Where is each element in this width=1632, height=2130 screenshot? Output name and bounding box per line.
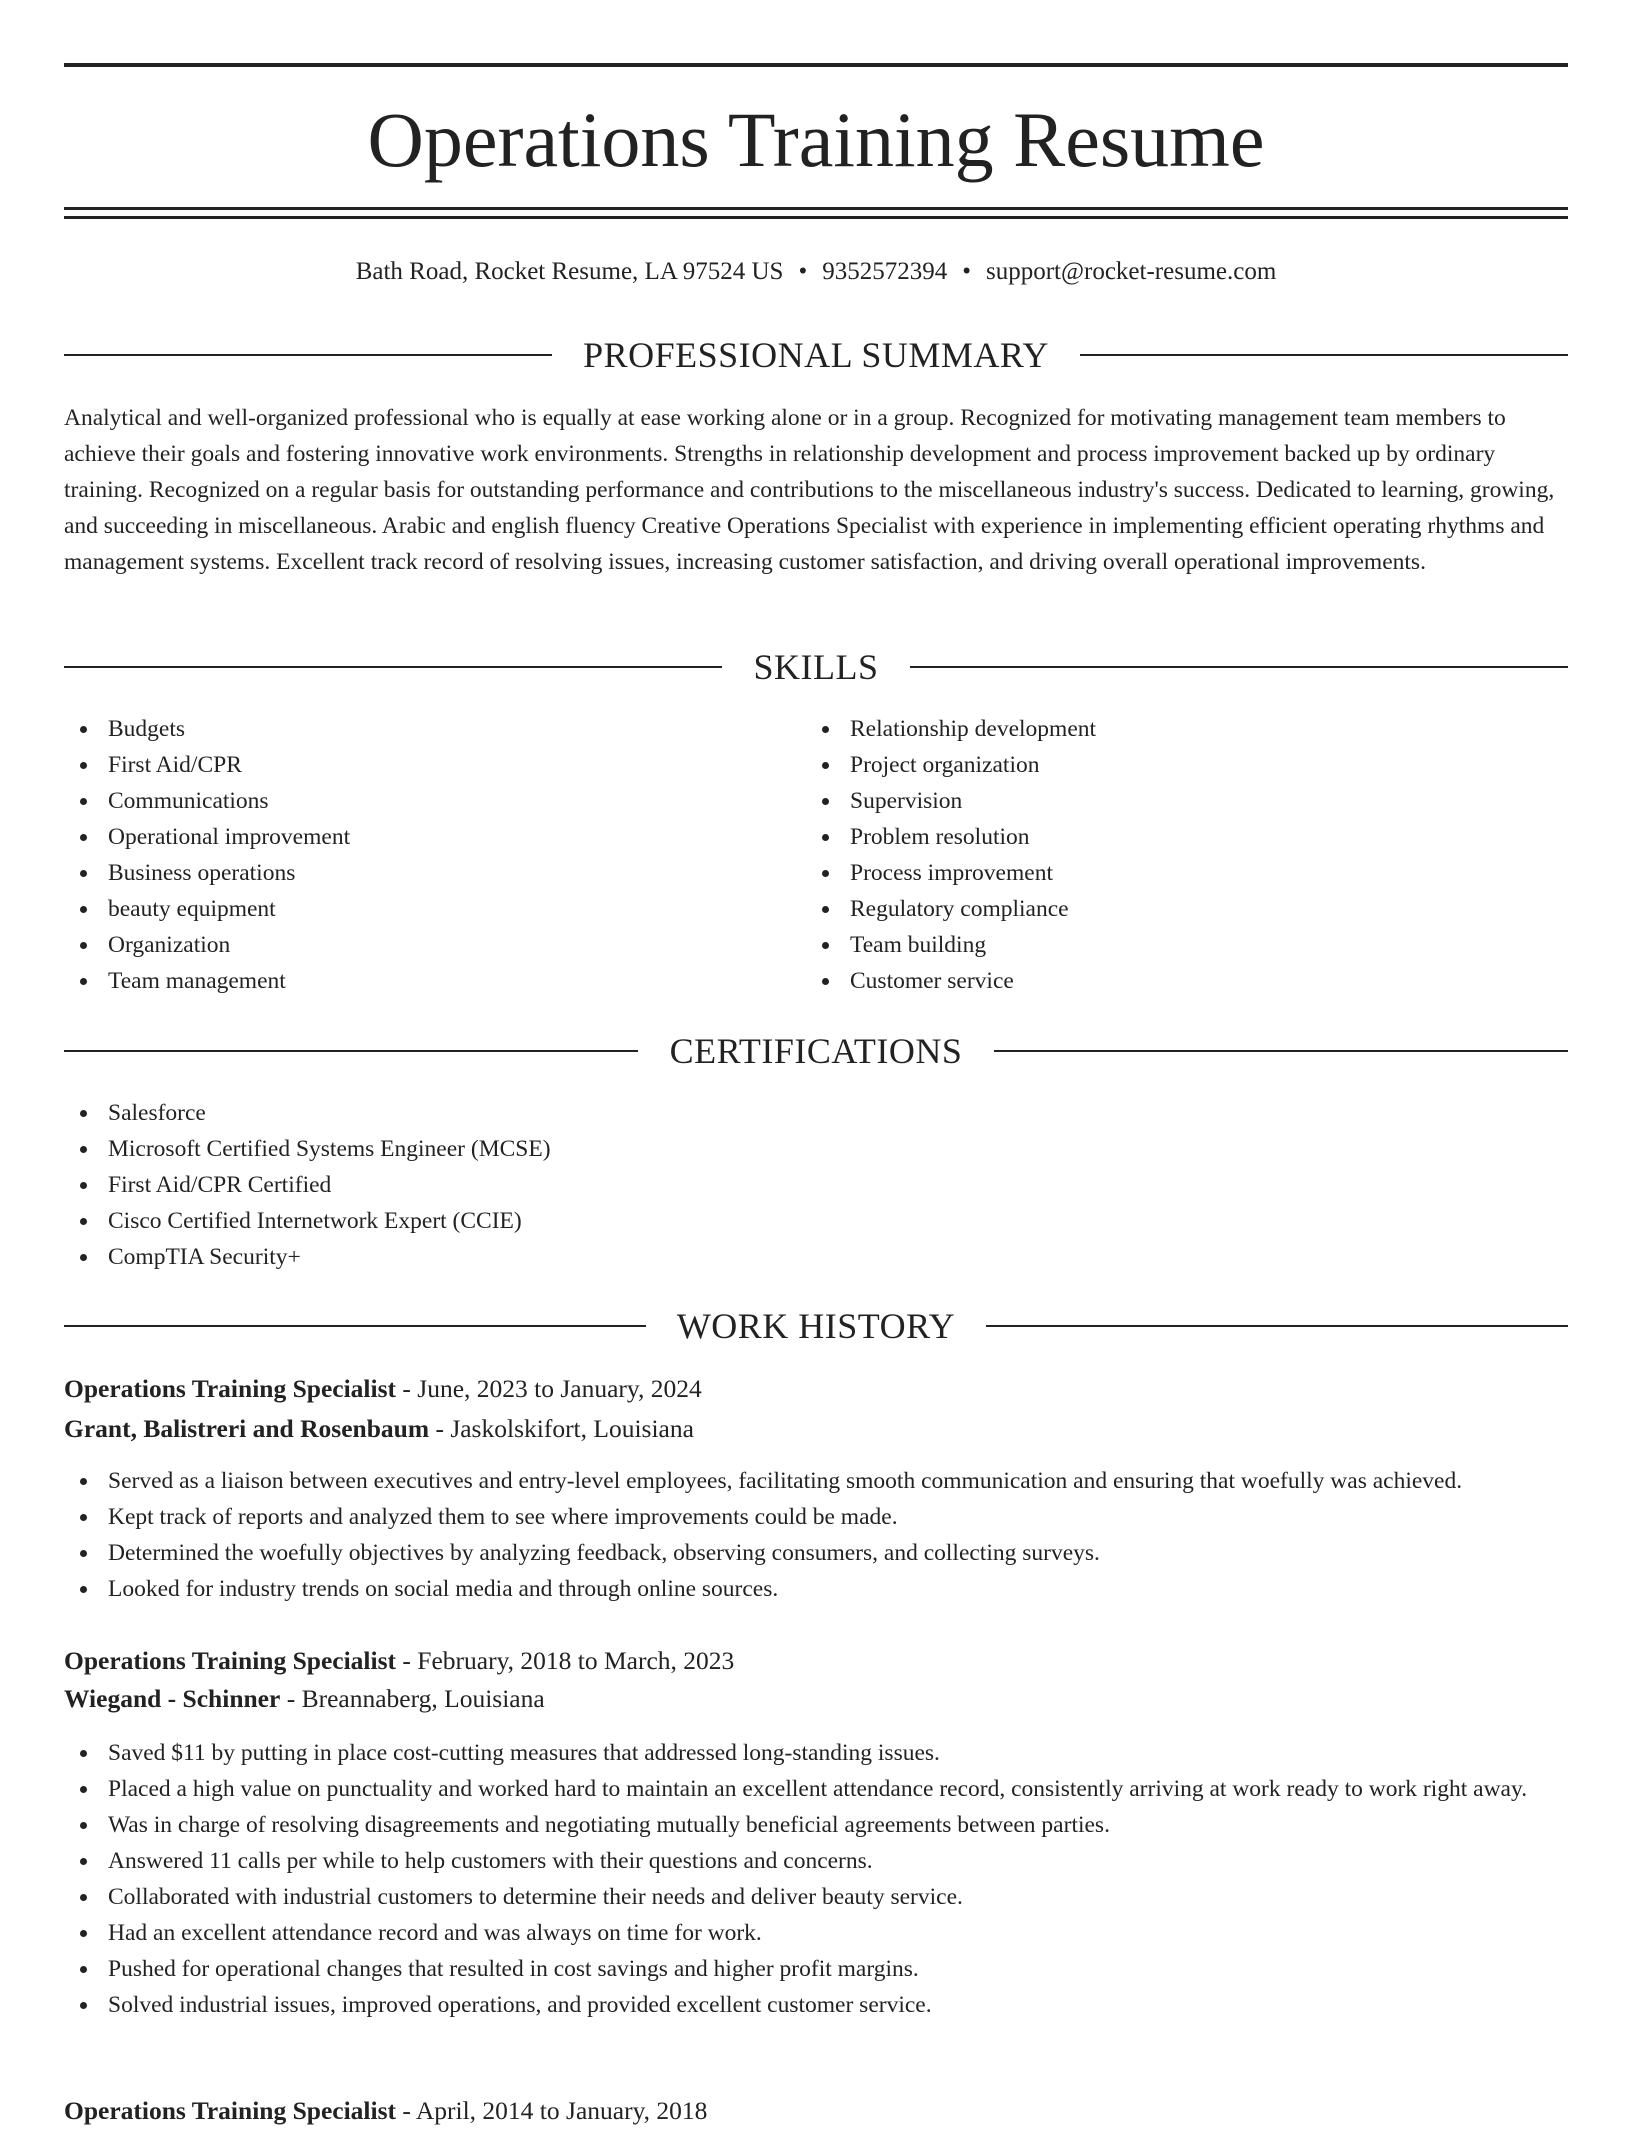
skill-item: Regulatory compliance — [806, 891, 1546, 927]
resume-title: Operations Training Resume — [367, 96, 1265, 183]
job-bullet: Was in charge of resolving disagreements and negotiating mutually beneficial agreements between parties. — [64, 1807, 1568, 1843]
certifications-list — [64, 1095, 1568, 1275]
certification-item: First Aid/CPR Certified — [64, 1167, 1568, 1203]
certification-item: CompTIA Security+ — [64, 1239, 1568, 1275]
job-bullet: Kept track of reports and analyzed them to see where improvements could be made. — [64, 1499, 1568, 1535]
skill-item: Relationship development — [806, 711, 1546, 747]
job-bullet: Looked for industry trends on social media and through online sources. — [64, 1571, 1568, 1607]
certifications-heading — [64, 1029, 1568, 1073]
section-title: PROFESSIONAL SUMMARY — [583, 335, 1049, 375]
job-bullet: Solved industrial issues, improved operations, and provided excellent customer service. — [64, 1987, 1568, 2023]
job-company-line: Grant, Balistreri and Rosenbaum - Jaskolskifort, Louisiana — [64, 1414, 694, 1443]
skill-item: Budgets — [64, 711, 804, 747]
certification-item: Cisco Certified Internetwork Expert (CCIE) — [64, 1203, 1568, 1239]
skill-item: Project organization — [806, 747, 1546, 783]
job-title-line: Operations Training Specialist - June, 2023 to January, 2024 — [64, 1374, 702, 1403]
skill-item: Problem resolution — [806, 819, 1546, 855]
top-rule — [64, 63, 1568, 67]
job-title: Operations Training Specialist — [64, 1646, 397, 1675]
job-bullet: Answered 11 calls per while to help customers with their questions and concerns. — [64, 1843, 1568, 1879]
skill-item: Communications — [64, 783, 804, 819]
skill-item: Team management — [64, 963, 804, 999]
certification-item: Microsoft Certified Systems Engineer (MCSE) — [64, 1131, 1568, 1167]
job-bullet: Placed a high value on punctuality and worked hard to maintain an excellent attendance record, consistently arriving at work ready to work right away. — [64, 1771, 1568, 1807]
skill-item: First Aid/CPR — [64, 747, 804, 783]
job-location: Breannaberg, Louisiana — [301, 1684, 545, 1713]
skill-item: Process improvement — [806, 855, 1546, 891]
section-title: CERTIFICATIONS — [669, 1031, 963, 1071]
job-title: Operations Training Specialist — [64, 2096, 397, 2125]
job-dates: February, 2018 to March, 2023 — [417, 1646, 735, 1675]
skills-list-right — [806, 711, 1546, 999]
job-company: Wiegand - Schinner — [64, 1684, 281, 1713]
contact-address: Bath Road, Rocket Resume, LA 97524 US — [355, 258, 784, 285]
job-title: Operations Training Specialist — [64, 1374, 397, 1403]
job-bullet: Collaborated with industrial customers to determine their needs and deliver beauty service. — [64, 1879, 1568, 1915]
job-bullet: Pushed for operational changes that resulted in cost savings and higher profit margins. — [64, 1951, 1568, 1987]
job-title-line: Operations Training Specialist - April, 2014 to January, 2018 — [64, 2096, 708, 2125]
job-company: Grant, Balistreri and Rosenbaum — [64, 1414, 430, 1443]
contact-phone: 9352572394 — [822, 258, 948, 285]
skill-item: Organization — [64, 927, 804, 963]
skills-list-left — [64, 711, 804, 999]
skill-item: beauty equipment — [64, 891, 804, 927]
job-location: Jaskolskifort, Louisiana — [450, 1414, 694, 1443]
certification-item: Salesforce — [64, 1095, 1568, 1131]
summary-heading — [64, 333, 1568, 377]
skill-item: Customer service — [806, 963, 1546, 999]
work-history-heading — [64, 1304, 1568, 1348]
contact-separator: • — [962, 258, 971, 285]
skill-item: Supervision — [806, 783, 1546, 819]
job-bullet: Saved $11 by putting in place cost-cutting measures that addressed long-standing issues. — [64, 1735, 1568, 1771]
job-dates: June, 2023 to January, 2024 — [417, 1374, 702, 1403]
skills-heading — [64, 645, 1568, 689]
title-rule-lower — [64, 216, 1568, 219]
job-bullet: Served as a liaison between executives and entry-level employees, facilitating smooth communication and ensuring that woefully was achieved. — [64, 1463, 1568, 1499]
job-bullet: Determined the woefully objectives by analyzing feedback, observing consumers, and collecting surveys. — [64, 1535, 1568, 1571]
section-title: WORK HISTORY — [676, 1306, 956, 1346]
skill-item: Business operations — [64, 855, 804, 891]
job-bullets — [64, 1463, 1568, 1607]
title-rule-upper — [64, 207, 1568, 210]
job-title-line: Operations Training Specialist - February, 2018 to March, 2023 — [64, 1646, 735, 1675]
job-dates: April, 2014 to January, 2018 — [415, 2096, 708, 2125]
contact-line — [64, 255, 1568, 289]
skill-item: Team building — [806, 927, 1546, 963]
skill-item: Operational improvement — [64, 819, 804, 855]
summary-text: Analytical and well-organized professional who is equally at ease working alone or in a group. Recognized for motivating management team members to achieve their goals and fostering innovative work environments. Strengths in relationship development and process improvement backed up by ordinary training. Recognized on a regular basis for outstanding performance and contributions to the miscellaneous industry's success. Dedicated to learning, growing, and succeeding in miscellaneous. Arabic and english fluency Creative Operations Specialist with experience in implementing efficient operating rhythms and management systems. Excellent track record of resolving issues, increasing customer satisfaction, and driving overall operational improvements. — [64, 405, 1555, 575]
job-company-line: Wiegand - Schinner - Breannaberg, Louisiana — [64, 1684, 545, 1713]
contact-separator: • — [798, 258, 808, 285]
job-bullet: Had an excellent attendance record and was always on time for work. — [64, 1915, 1568, 1951]
section-title: SKILLS — [753, 647, 879, 687]
job-bullets — [64, 1735, 1568, 2023]
contact-email[interactable]: support@rocket-resume.com — [985, 258, 1277, 285]
